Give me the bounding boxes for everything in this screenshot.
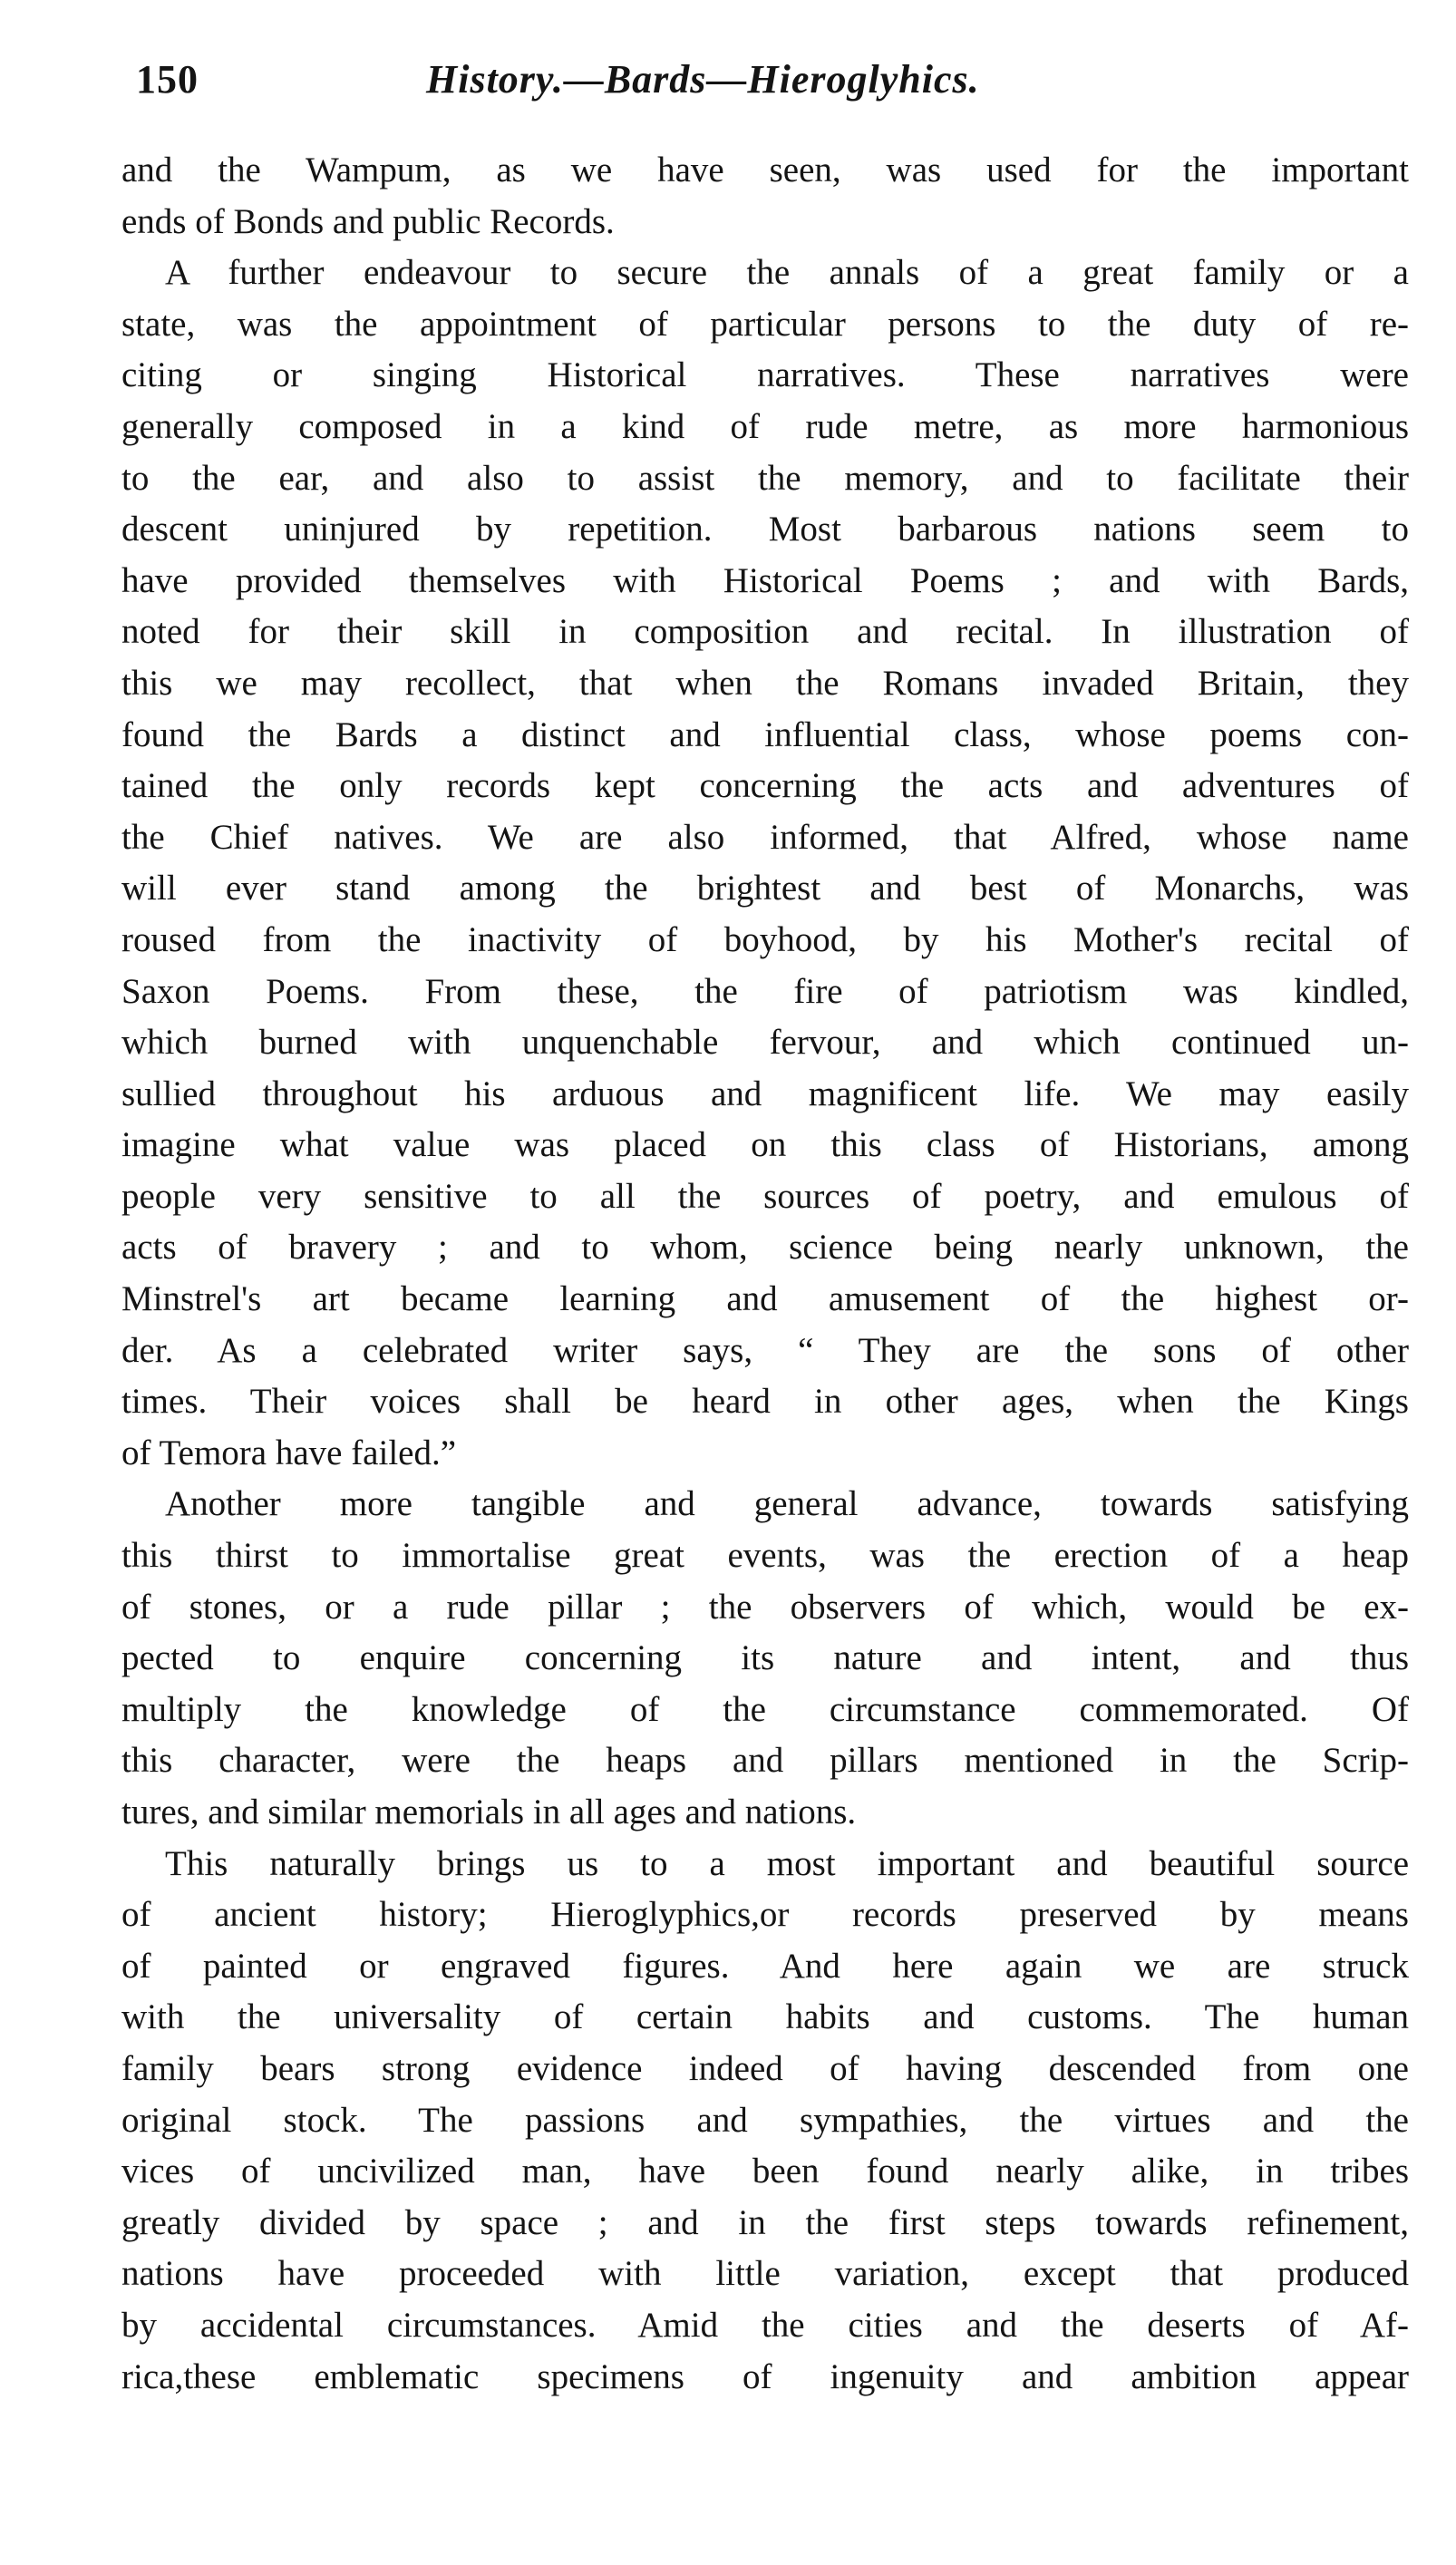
- text-line: vices of uncivilized man, have been found nearly alike, in tribes: [121, 2152, 1409, 2191]
- text-line: ends of Bonds and public Records.: [121, 201, 615, 241]
- text-line: generally composed in a kind of rude metre, as more harmonious: [121, 406, 1409, 446]
- text-line: Another more tangible and general advance, towards satisfying: [165, 1484, 1409, 1524]
- text-line: people very sensitive to all the sources of poetry, and emulous of: [121, 1176, 1409, 1216]
- text-line: citing or singing Historical narratives. These narratives were: [121, 355, 1409, 395]
- text-line: rica,these emblematic specimens of ingenuity and ambition appear: [121, 2356, 1409, 2396]
- text-line: Saxon Poems. From these, the fire of patriotism was kindled,: [121, 971, 1409, 1011]
- running-head: [136, 56, 1405, 120]
- text-line: will ever stand among the brightest and best of Monarchs, was: [121, 869, 1409, 908]
- page-number: 150: [136, 57, 199, 102]
- text-line: original stock. The passions and sympathies, the virtues and the: [121, 2100, 1409, 2140]
- text-line: pected to enquire concerning its nature and intent, and thus: [121, 1638, 1409, 1678]
- text-line: noted for their skill in composition and recital. In illustration of: [121, 612, 1409, 652]
- running-title: History.—Bards—Hieroglyhics.: [426, 57, 980, 102]
- text-line: found the Bards a distinct and influential class, whose poems con-: [121, 714, 1409, 754]
- text-line: der. As a celebrated writer says, “ They are the sons of other: [121, 1330, 1409, 1370]
- text-line: greatly divided by space ; and in the first steps towards refinement,: [121, 2202, 1409, 2242]
- text-line: the Chief natives. We are also informed, that Alfred, whose name: [121, 817, 1409, 857]
- text-line: nations have proceeded with little variation, except that produced: [121, 2254, 1409, 2294]
- text-line: of painted or engraved figures. And here again we are struck: [121, 1946, 1409, 1986]
- text-line: acts of bravery ; and to whom, science being nearly unknown, the: [121, 1228, 1409, 1268]
- body-text: [121, 145, 1409, 2403]
- text-line: of ancient history; Hieroglyphics,or records preserved by means: [121, 1895, 1409, 1935]
- text-line: this thirst to immortalise great events, was the erection of a heap: [121, 1536, 1409, 1576]
- text-line: this we may recollect, that when the Romans invaded Britain, they: [121, 663, 1409, 703]
- text-line: multiply the knowledge of the circumstance commemorated. Of: [121, 1689, 1409, 1729]
- text-line: A further endeavour to secure the annals of a great family or a: [165, 253, 1409, 293]
- text-line: with the universality of certain habits and customs. The human: [121, 1997, 1409, 2037]
- text-line: have provided themselves with Historical Poems ; and with Bards,: [121, 560, 1409, 600]
- text-line: family bears strong evidence indeed of having descended from one: [121, 2048, 1409, 2088]
- text-line: of Temora have failed.”: [121, 1433, 457, 1472]
- text-line: which burned with unquenchable fervour, and which continued un-: [121, 1023, 1409, 1063]
- text-line: state, was the appointment of particular persons to the duty of re-: [121, 304, 1409, 344]
- text-line: sullied throughout his arduous and magnificent life. We may easily: [121, 1074, 1409, 1113]
- text-line: and the Wampum, as we have seen, was used for the important: [121, 151, 1409, 189]
- text-line: by accidental circumstances. Amid the cities and the deserts of Af-: [121, 2305, 1409, 2345]
- text-line: times. Their voices shall be heard in other ages, when the Kings: [121, 1382, 1409, 1422]
- text-line: descent uninjured by repetition. Most barbarous nations seem to: [121, 510, 1409, 549]
- text-line: to the ear, and also to assist the memory, and to facilitate their: [121, 458, 1409, 498]
- text-line: imagine what value was placed on this class of Historians, among: [121, 1125, 1409, 1165]
- text-line: roused from the inactivity of boyhood, by his Mother's recital of: [121, 919, 1409, 959]
- text-line: of stones, or a rude pillar ; the observers of which, would be ex-: [121, 1587, 1409, 1627]
- text-line: Minstrel's art became learning and amusement of the highest or-: [121, 1279, 1409, 1319]
- text-line: tures, and similar memorials in all ages and nations.: [121, 1793, 857, 1831]
- text-line: This naturally brings us to a most important and beautiful source: [165, 1843, 1409, 1883]
- text-line: this character, were the heaps and pillars mentioned in the Scrip-: [121, 1741, 1409, 1781]
- text-line: tained the only records kept concerning the acts and adventures of: [121, 766, 1409, 806]
